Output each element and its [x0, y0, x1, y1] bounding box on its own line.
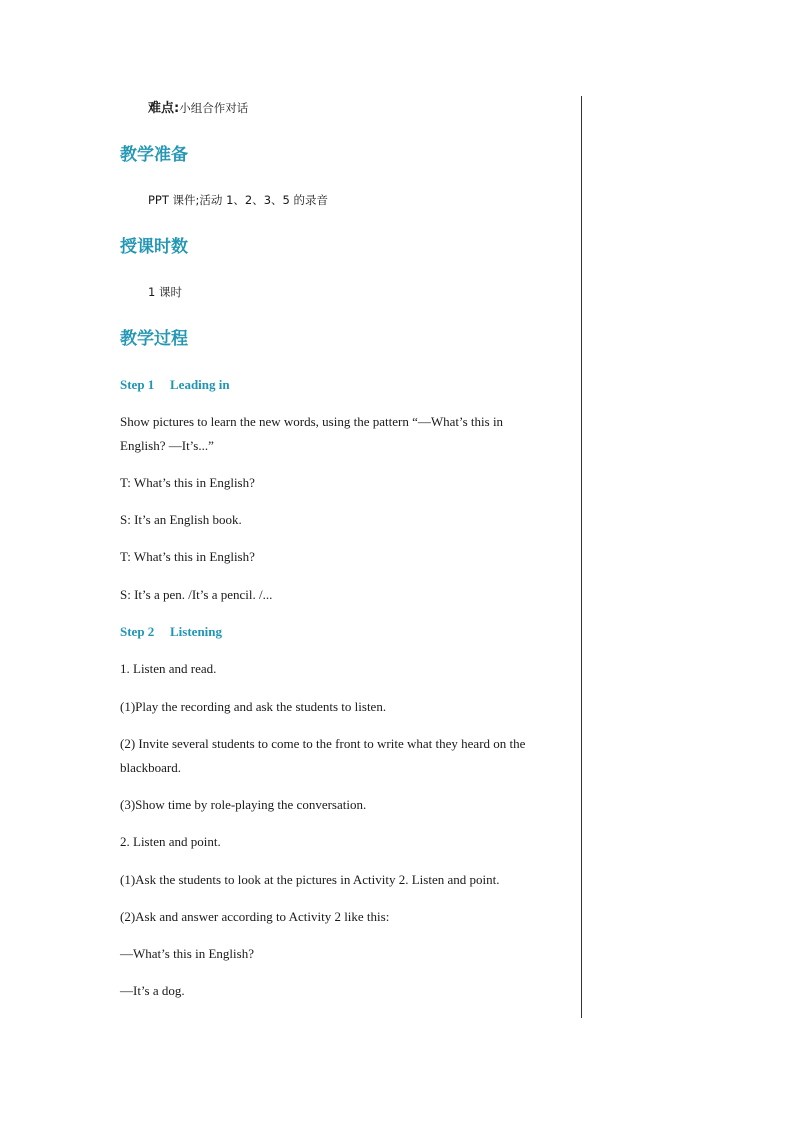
step2-item1-1: (1)Play the recording and ask the students to listen. — [120, 699, 387, 714]
process-heading: 教学过程 — [120, 329, 188, 349]
step2-item1-2-line2: blackboard. — [120, 760, 182, 775]
prep-text: PPT 课件;活动 1、2、3、5 的录音 — [148, 193, 329, 207]
step2-item2-1: (1)Ask the students to look at the pictures in Activity 2. Listen and point. — [120, 872, 500, 887]
difficulty-text: 小组合作对话 — [179, 101, 249, 115]
step1-dialog-line: S: It’s a pen. /It’s a pencil. /... — [120, 587, 273, 602]
difficulty-line — [148, 96, 248, 121]
margin-rule — [581, 96, 582, 1018]
step1-intro-line1: Show pictures to learn the new words, using the pattern “—What’s this in — [120, 414, 504, 429]
difficulty-label: 难点: — [148, 101, 180, 116]
step2-item1-3: (3)Show time by role-playing the conversation. — [120, 797, 367, 812]
step2-item1: 1. Listen and read. — [120, 661, 217, 676]
step1-heading — [120, 373, 230, 397]
step1-title: Leading in — [170, 377, 230, 392]
hours-heading: 授课时数 — [120, 237, 188, 257]
prep-heading: 教学准备 — [120, 145, 188, 165]
step2-title: Listening — [170, 624, 223, 639]
step1-dialog-line: T: What’s this in English? — [120, 549, 255, 564]
step1-intro-line2: English? —It’s...” — [120, 438, 214, 453]
hours-text: 1 课时 — [148, 285, 182, 299]
step2-number: Step 2 — [120, 624, 155, 639]
step2-dialog-line: —It’s a dog. — [120, 983, 185, 998]
step2-item2: 2. Listen and point. — [120, 834, 221, 849]
step1-dialog-line: T: What’s this in English? — [120, 475, 255, 490]
step2-dialog-line: —What’s this in English? — [120, 946, 254, 961]
step1-number: Step 1 — [120, 377, 155, 392]
step2-heading — [120, 620, 222, 644]
step2-item1-2-line1: (2) Invite several students to come to the front to write what they heard on the — [120, 736, 526, 751]
step2-item2-2: (2)Ask and answer according to Activity 2 like this: — [120, 909, 390, 924]
step1-dialog-line: S: It’s an English book. — [120, 512, 242, 527]
